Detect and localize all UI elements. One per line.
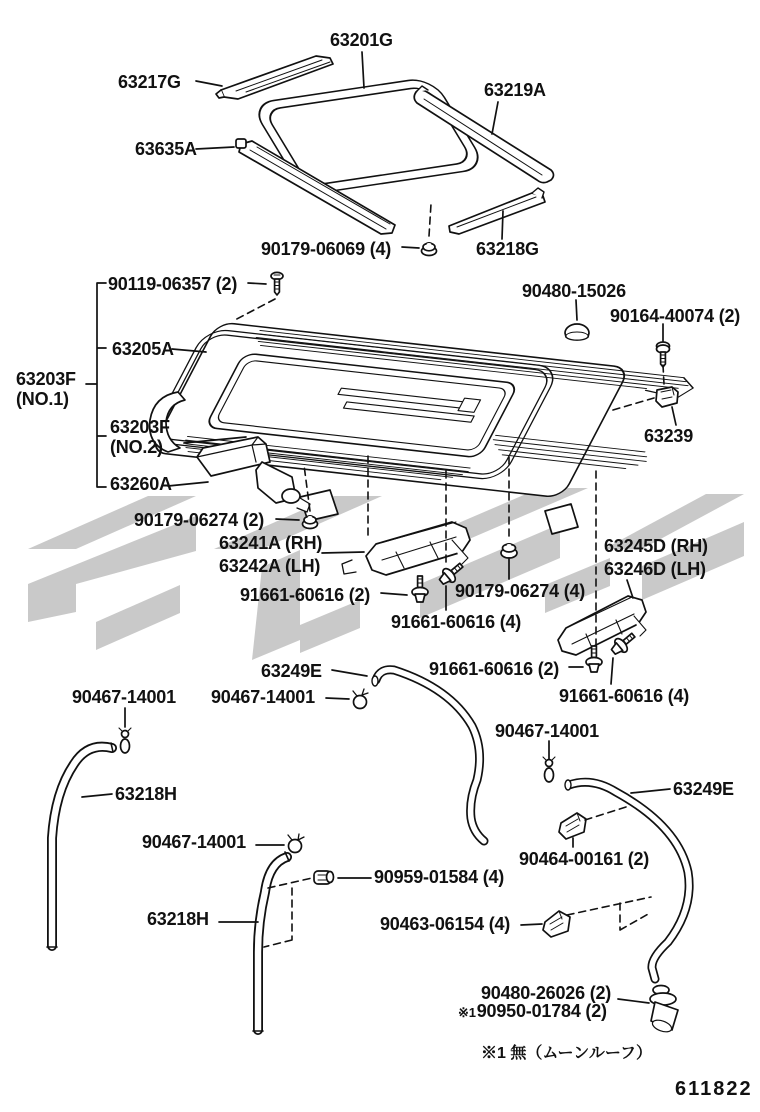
spring-clamp-icon: [353, 689, 368, 709]
part-label-91661-60616-2-left[interactable]: 91661-60616 (2): [240, 585, 371, 605]
part-label-90467-14001-c[interactable]: 90467-14001: [142, 832, 246, 852]
part-label-63203F-no2[interactable]: [110, 417, 170, 457]
part-label-90179-06069[interactable]: 90179-06069 (4): [261, 239, 392, 259]
part-label-line: (NO.2): [110, 437, 163, 457]
plug-cap-icon: [565, 324, 589, 340]
drain-tube-63249E-right: [565, 780, 689, 979]
part-label-63218G[interactable]: 63218G: [476, 239, 539, 259]
part-label-90464-00161[interactable]: 90464-00161 (2): [519, 849, 650, 869]
part-label-line: 90950-01784 (2): [476, 1001, 607, 1021]
part-label-90463-06154[interactable]: 90463-06154 (4): [380, 914, 511, 934]
part-label-63218H-rear[interactable]: 63218H: [147, 909, 209, 929]
spring-clamp-icon: [543, 757, 555, 782]
part-label-63219A[interactable]: 63219A: [484, 80, 546, 100]
part-label-90164-40074[interactable]: 90164-40074 (2): [610, 306, 741, 326]
part-label-63205A[interactable]: 63205A: [112, 339, 174, 359]
part-label-63218H-front[interactable]: 63218H: [115, 784, 177, 804]
part-label-63217G[interactable]: 63217G: [118, 72, 181, 92]
part-label-90950-01784[interactable]: [458, 1001, 607, 1023]
part-label-line: (NO.1): [16, 389, 69, 409]
part-label-90179-06274-4[interactable]: 90179-06274 (4): [455, 581, 586, 601]
footnote-moonroof: ※1 無（ムーンルーフ）: [481, 1045, 653, 1062]
rail-63217G: [216, 56, 333, 99]
washer-bolt-icon: [586, 646, 602, 672]
part-label-63249E-right[interactable]: 63249E: [673, 779, 734, 799]
footnote-marker: ※1: [458, 1005, 476, 1020]
spring-clamp-icon: [119, 728, 131, 753]
part-label-90467-14001-a[interactable]: 90467-14001: [211, 687, 315, 707]
part-label-90959-01584[interactable]: 90959-01584 (4): [374, 867, 505, 887]
part-label-63201G[interactable]: 63201G: [330, 30, 393, 50]
drain-hose-63218H-rear: [253, 852, 289, 1031]
part-label-90119-06357[interactable]: 90119-06357 (2): [108, 274, 238, 294]
part-label-91661-60616-4-left[interactable]: 91661-60616 (4): [391, 612, 522, 632]
bracket-63241A: [342, 522, 470, 575]
part-label-90480-15026[interactable]: 90480-15026: [522, 281, 626, 301]
rail-63218G: [449, 188, 545, 234]
part-label-90480-26026[interactable]: 90480-26026 (2): [481, 983, 612, 1003]
drain-hose-63218H-front: [47, 743, 113, 947]
part-label-90467-14001-b[interactable]: 90467-14001: [72, 687, 176, 707]
hose-clamp-icon: [559, 813, 586, 839]
retainer-clip-icon: [656, 387, 678, 407]
bracket-63245D: [558, 596, 646, 655]
flange-nut-icon: [303, 516, 318, 529]
part-label-91661-60616-4-right[interactable]: 91661-60616 (4): [559, 686, 690, 706]
part-label-63242A[interactable]: 63242A (LH): [219, 556, 321, 576]
drain-grommet-icon: [650, 986, 678, 1035]
drain-tube-63249E-left: [372, 670, 484, 841]
part-label-63239[interactable]: 63239: [644, 426, 694, 446]
hose-clamp-icon: [543, 911, 570, 937]
part-label-63249E-left[interactable]: 63249E: [261, 661, 322, 681]
part-label-63241A[interactable]: 63241A (RH): [219, 533, 323, 553]
part-label-90179-06274-2[interactable]: 90179-06274 (2): [134, 510, 265, 530]
part-label-90467-14001-d[interactable]: 90467-14001: [495, 721, 599, 741]
part-label-63246D[interactable]: 63246D (LH): [604, 559, 706, 579]
machine-screw-icon: [271, 272, 283, 295]
part-label-line: 63203F: [16, 369, 76, 389]
machine-screw-icon: [657, 342, 670, 367]
sliding-roof-housing: [142, 321, 700, 534]
part-label-63245D[interactable]: 63245D (RH): [604, 536, 708, 556]
part-label-63203F-no1[interactable]: [16, 369, 76, 409]
flange-nut-icon: [422, 243, 437, 256]
part-label-63260A[interactable]: 63260A: [110, 474, 172, 494]
figure-number: 611822: [675, 1078, 753, 1100]
part-label-line: 63203F: [110, 417, 170, 437]
flange-nut-icon: [501, 544, 517, 559]
spring-clamp-icon: [288, 834, 304, 853]
tube-clip-icon: [314, 871, 334, 884]
part-label-63635A[interactable]: 63635A: [135, 139, 197, 159]
part-label-91661-60616-2-right[interactable]: 91661-60616 (2): [429, 659, 560, 679]
